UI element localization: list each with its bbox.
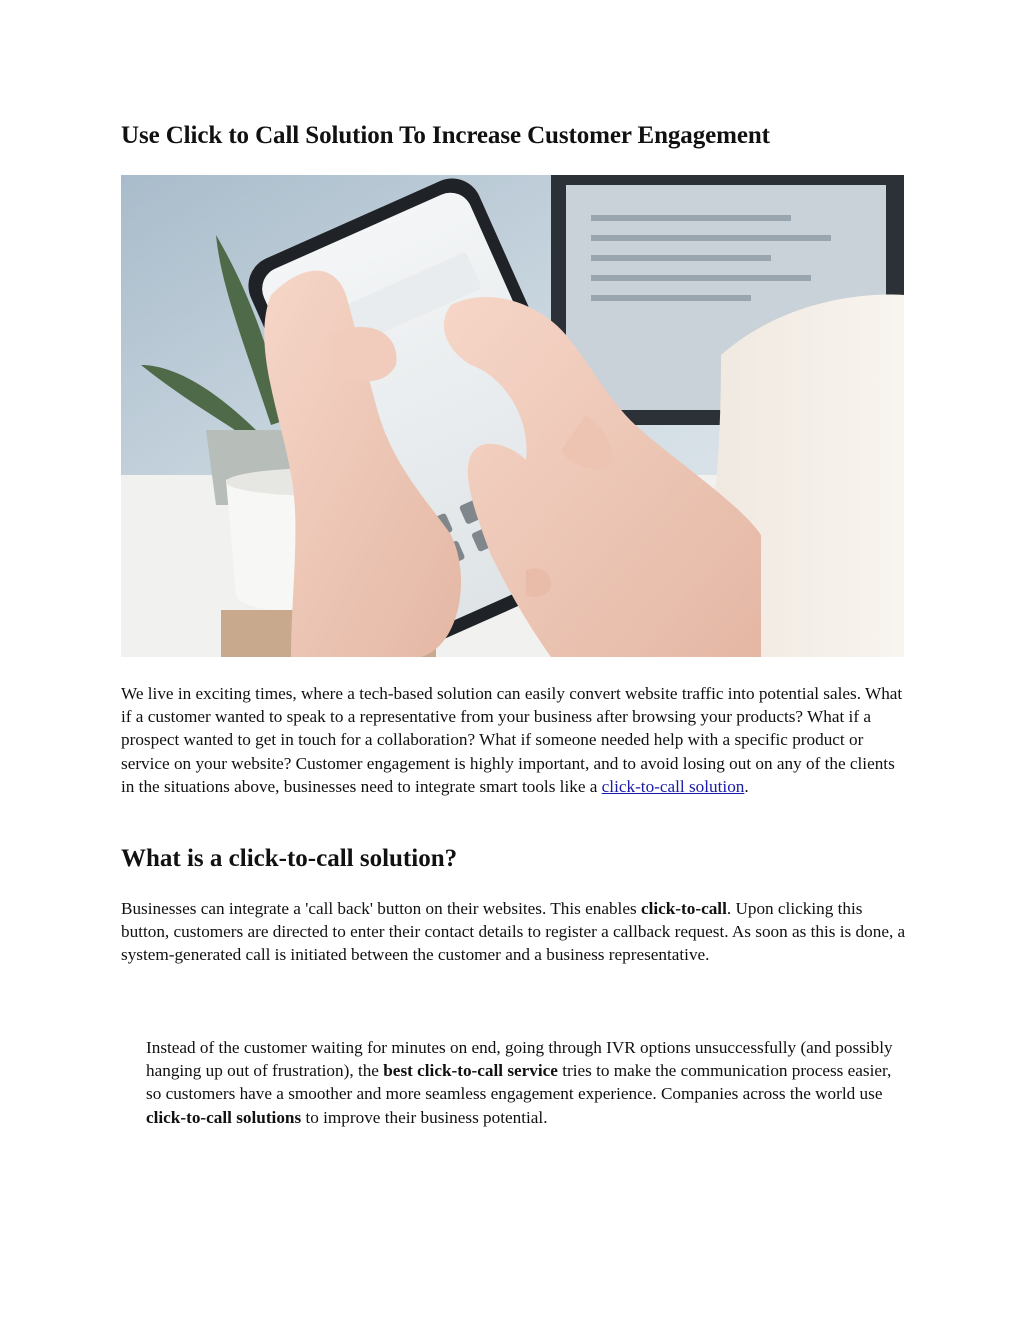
intro-paragraph	[121, 682, 906, 798]
benefit-text-1: Instead of the customer waiting for minutes on end, going through IVR options unsuccessfully (and possibly hanging up out of frustration), the	[146, 1038, 893, 1081]
section-heading: What is a click-to-call solution?	[121, 845, 458, 872]
intro-text-end: .	[744, 776, 749, 796]
click-to-call-solution-link[interactable]: click-to-call solution	[601, 776, 745, 796]
definition-paragraph	[121, 897, 906, 967]
hero-image	[121, 175, 904, 657]
page-title: Use Click to Call Solution To Increase Customer Engagement	[121, 122, 770, 149]
benefit-bold-term-1: best click-to-call service	[383, 1061, 558, 1081]
definition-bold-term: click-to-call	[640, 899, 727, 918]
hands-holding-smartphone-photo-icon	[121, 175, 904, 657]
benefit-paragraph	[146, 1036, 910, 1129]
benefit-bold-term-2: click-to-call solutions	[146, 1107, 302, 1127]
benefit-text-2: tries to make the communication process easier, so customers have a smoother and more seamless engagement experience. Companies across the world use	[146, 1061, 892, 1104]
intro-text: We live in exciting times, where a tech-based solution can easily convert website traffic into potential sales. What if a customer wanted to speak to a representative from your business after browsing your products? What if a prospect wanted to get in touch for a collaboration? What if someone needed help with a specific product or service on your website? Customer engagement is highly important, and to avoid losing out on any of the clients in the situations above, businesses need to integrate smart tools like a	[121, 684, 903, 796]
benefit-text-3: to improve their business potential.	[301, 1107, 548, 1127]
definition-text-end: . Upon clicking this button, customers are directed to enter their contact details to register a callback request. As soon as this is done, a system-generated call is initiated between the customer and a business representative.	[121, 899, 906, 965]
definition-text: Businesses can integrate a 'call back' button on their websites. This enables	[121, 899, 641, 918]
